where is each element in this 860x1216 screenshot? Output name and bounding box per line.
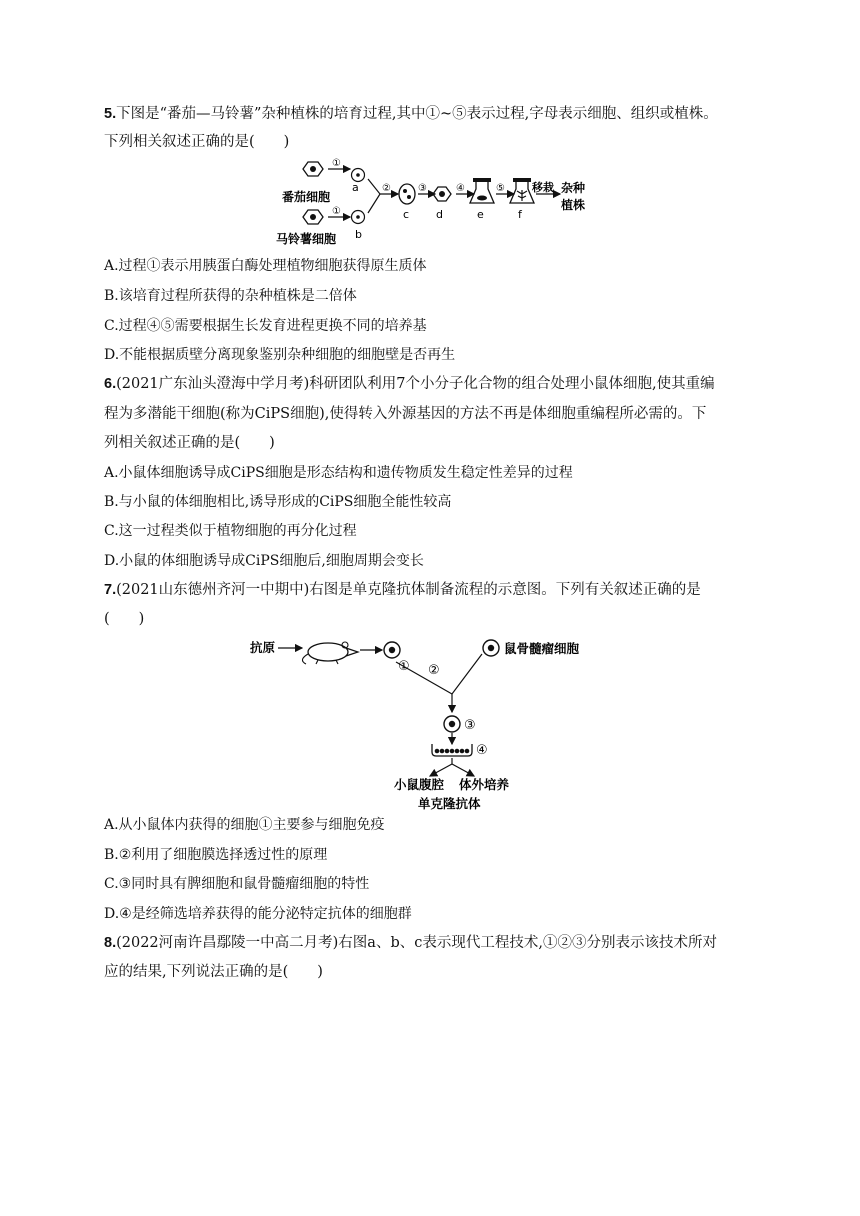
q6-stem-text: (2021广东汕头澄海中学月考)科研团队利用7个小分子化合物的组合处理小鼠体细胞,使其重编 [116, 376, 715, 392]
q7-option-b: B.②利用了细胞膜选择透过性的原理 [104, 847, 328, 863]
myeloma-cell-icon [483, 640, 499, 656]
q6-number: 6. [104, 376, 117, 392]
q5-fig-step1-top: ① [332, 158, 341, 169]
q5-number: 5. [104, 106, 117, 122]
q5-option-a: A.过程①表示用胰蛋白酶处理植物细胞获得原生质体 [104, 258, 427, 274]
q8-number: 8. [104, 935, 117, 951]
q7-option-d: D.④是经筛选培养获得的能分泌特定抗体的细胞群 [104, 906, 412, 922]
q7-figure-monoclonal-antibody [246, 632, 616, 810]
q5-fig-tomato-label: 番茄细胞 [282, 190, 331, 204]
q5-fig-label-a: a [352, 181, 359, 194]
q5-fig-label-c: c [403, 208, 410, 221]
q7-fig-step3: ③ [464, 718, 476, 733]
q7-stem-line1 [104, 580, 701, 600]
q7-fig-product: 单克隆抗体 [418, 796, 481, 810]
q7-fig-step4: ④ [476, 743, 488, 758]
mouse-icon [302, 642, 358, 664]
q5-fig-step1-bottom: ① [332, 206, 341, 217]
q7-fig-abdomen: 小鼠腹腔 [394, 777, 445, 792]
tomato-cell-icon [303, 162, 323, 176]
q6-stem-line3: 列相关叙述正确的是( ) [104, 435, 275, 451]
q5-fig-step4: ④ [456, 183, 465, 194]
q6-stem-line2: 程为多潜能干细胞(称为CiPS细胞),使得转入外源基因的方法不再是体细胞重编程所必需的。下 [104, 406, 707, 422]
q7-stem-text: (2021山东德州齐河一中期中)右图是单克隆抗体制备流程的示意图。下列有关叙述正确的是 [116, 582, 701, 598]
q7-fig-antigen: 抗原 [250, 640, 276, 655]
q5-fig-label-b: b [355, 228, 362, 241]
q6-option-d: D.小鼠的体细胞诱导成CiPS细胞后,细胞周期会变长 [104, 553, 424, 569]
q5-option-c: C.过程④⑤需要根据生长发育进程更换不同的培养基 [104, 318, 427, 334]
q6-option-c: C.这一过程类似于植物细胞的再分化过程 [104, 523, 357, 539]
callus-flask-icon [470, 178, 494, 203]
q5-fig-label-d: d [436, 208, 443, 221]
q5-stem-line1 [104, 104, 718, 124]
q8-stem-line1 [104, 933, 717, 953]
culture-dish-icon [432, 744, 472, 756]
q5-stem-text: 下图是“番茄—马铃薯”杂种植株的培育过程,其中①~⑤表示过程,字母表示细胞、组织或植株。 [116, 106, 718, 122]
potato-protoplast-icon [352, 211, 365, 224]
q5-fig-transplant: 移栽 [532, 181, 554, 194]
fused-cell-icon [399, 184, 415, 204]
q6-option-b: B.与小鼠的体细胞相比,诱导形成的CiPS细胞全能性较高 [104, 494, 452, 510]
q7-option-a: A.从小鼠体内获得的细胞①主要参与细胞免疫 [104, 817, 385, 833]
q6-stem-line1 [104, 374, 715, 394]
q5-figure-hybrid-cultivation [270, 158, 600, 248]
q5-fig-step5: ⑤ [496, 183, 505, 194]
q7-fig-myeloma: 鼠骨髓瘤细胞 [504, 641, 580, 656]
hybridoma-cell-icon [444, 716, 460, 732]
q7-fig-step2: ② [428, 663, 440, 678]
q7-number: 7. [104, 582, 117, 598]
q7-fig-culture: 体外培养 [459, 777, 510, 792]
q5-fig-step2: ② [382, 183, 391, 194]
q7-fig-step1: ① [398, 659, 410, 674]
q5-fig-label-f: f [518, 208, 522, 221]
plantlet-flask-icon [510, 178, 534, 203]
q6-option-a: A.小鼠体细胞诱导成CiPS细胞是形态结构和遗传物质发生稳定性差异的过程 [104, 465, 573, 481]
q7-stem-line2: ( ) [104, 611, 145, 627]
q5-fig-step3: ③ [418, 183, 427, 194]
q5-fig-potato-label: 马铃薯细胞 [276, 232, 337, 246]
q8-stem-line2: 应的结果,下列说法正确的是( ) [104, 964, 323, 980]
tomato-protoplast-icon [352, 169, 365, 182]
q5-fig-label-e: e [477, 208, 484, 221]
spleen-cell-icon [384, 642, 400, 658]
q5-fig-hybrid1: 杂种 [561, 181, 586, 195]
q5-option-d: D.不能根据质壁分离现象鉴别杂种细胞的细胞壁是否再生 [104, 347, 456, 363]
q5-stem-line2: 下列相关叙述正确的是( ) [104, 134, 290, 150]
hybrid-cell-icon [433, 187, 451, 201]
q5-fig-hybrid2: 植株 [561, 198, 586, 212]
q8-stem-text: (2022河南许昌鄢陵一中高二月考)右图a、b、c表示现代工程技术,①②③分别表示该技术所对 [116, 935, 717, 951]
potato-cell-icon [303, 210, 323, 224]
q7-option-c: C.③同时具有脾细胞和鼠骨髓瘤细胞的特性 [104, 876, 370, 892]
q5-option-b: B.该培育过程所获得的杂种植株是二倍体 [104, 288, 357, 304]
